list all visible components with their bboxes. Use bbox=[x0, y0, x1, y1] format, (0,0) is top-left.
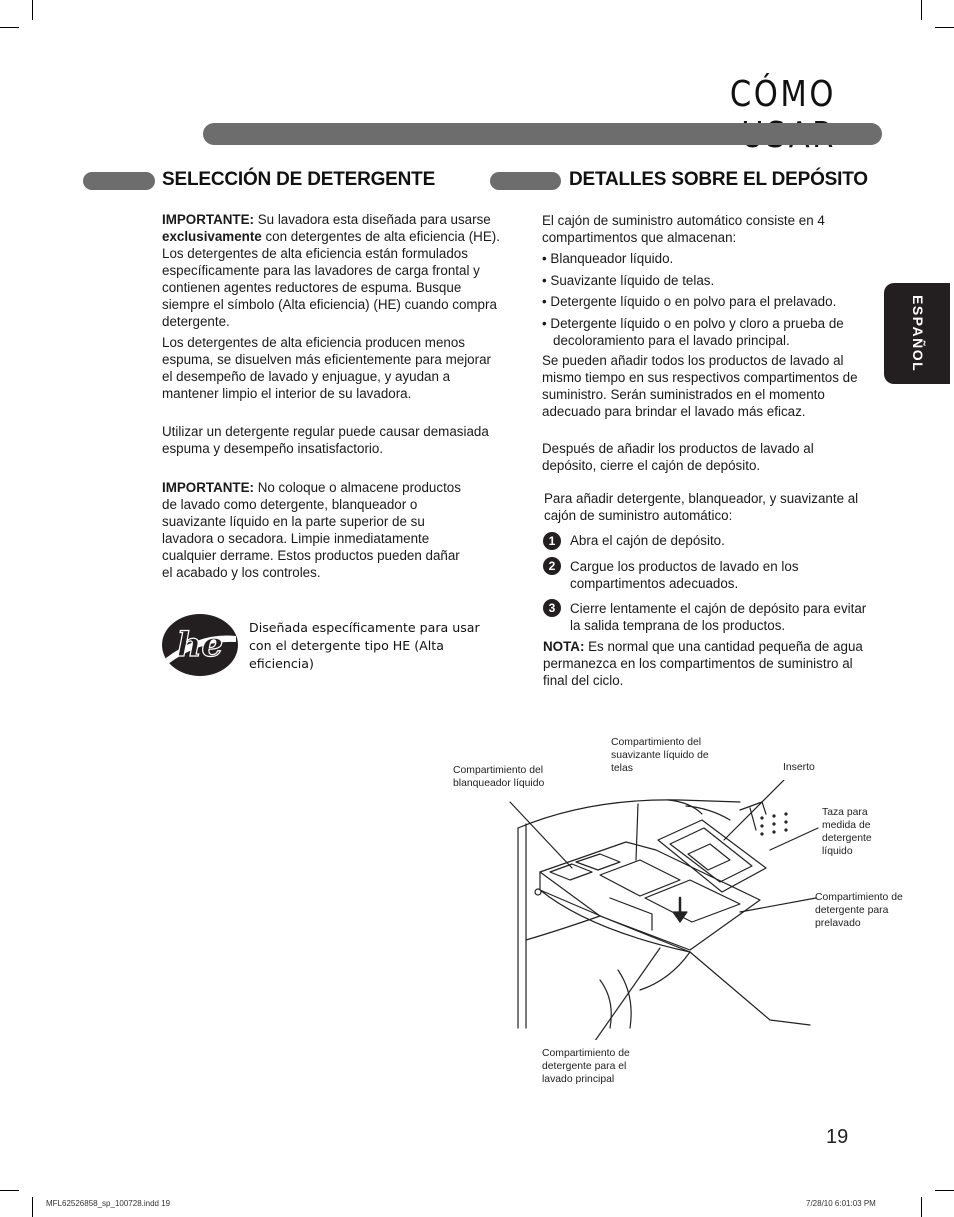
he-caption: Diseñada específicamente para usar con el detergente tipo HE (Alta eficiencia) bbox=[249, 620, 480, 671]
text-run: No coloque o almacene productos de lavado como detergente, blanqueador o suavizante líquido en la parte superior de su lavadora o secadora. Limpie inmediatamente cualquier derrame. Estos productos pueden dañar el acabado y los controles. bbox=[162, 480, 461, 580]
important-paragraph-1 bbox=[162, 211, 502, 330]
paragraph-regular-detergent: Utilizar un detergente regular puede causar demasiada espuma y desempeño insatisfactorio. bbox=[162, 424, 489, 456]
paragraph-he-benefits: Los detergentes de alta eficiencia producen menos espuma, se disuelven más eficientemente para mejorar el desempeño de lavado y enjuague, y ayudan a mantener limpio el interior de su lavadora. bbox=[162, 335, 491, 401]
list-item-text: Detergente líquido o en polvo para el prelavado. bbox=[550, 294, 837, 309]
section-heading-dispenser: DETALLES SOBRE EL DEPÓSITO bbox=[569, 169, 868, 190]
crop-mark bbox=[32, 0, 33, 20]
crop-mark bbox=[0, 27, 19, 28]
crop-mark bbox=[921, 0, 922, 20]
language-tab bbox=[884, 283, 950, 384]
section-pill bbox=[83, 172, 155, 190]
title-bar bbox=[203, 123, 882, 145]
dispenser-drawer-illustration bbox=[440, 780, 830, 1040]
step-text: Abra el cajón de depósito. bbox=[570, 533, 725, 548]
list-item: • Detergente líquido o en polvo para el prelavado. bbox=[542, 294, 837, 309]
footer-date: 7/28/10 6:01:03 PM bbox=[806, 1199, 876, 1208]
section-heading-detergent: SELECCIÓN DE DETERGENTE bbox=[162, 169, 436, 190]
important-label: IMPORTANTE: bbox=[162, 212, 254, 227]
page-title: CÓMO bbox=[729, 74, 836, 115]
paragraph-add-products: Se pueden añadir todos los productos de lavado al mismo tiempo en sus respectivos compartimentos de suministro. Serán suministrados en el momento adecuado para brindar el lavado más eficaz. bbox=[542, 353, 858, 419]
list-item-text: Detergente líquido o en polvo y cloro a prueba de decoloramiento para el lavado principal. bbox=[550, 316, 844, 348]
crop-mark bbox=[921, 1197, 922, 1217]
list-item: • Suavizante líquido de telas. bbox=[542, 273, 715, 288]
crop-mark bbox=[935, 1190, 954, 1191]
crop-mark bbox=[0, 1190, 19, 1191]
section-pill bbox=[490, 172, 561, 190]
footer-file: MFL62526858_sp_100728.indd 19 bbox=[46, 1199, 171, 1208]
list-item: • Blanqueador líquido. bbox=[542, 251, 674, 266]
dispenser-intro: El cajón de suministro automático consiste en 4 compartimentos que almacenan: bbox=[542, 213, 825, 245]
list-item-text: Suavizante líquido de telas. bbox=[550, 273, 715, 288]
callout-softener: Compartimiento del suavizante líquido de telas bbox=[611, 737, 709, 774]
list-item: • Detergente líquido o en polvo y cloro a prueba de decoloramiento para el lavado principal. bbox=[542, 316, 844, 348]
step-number: 2 bbox=[543, 557, 561, 575]
paragraph-close-drawer: Después de añadir los productos de lavado al depósito, cierre el cajón de depósito. bbox=[542, 441, 814, 473]
language-tab-label: ESPAÑOL bbox=[910, 295, 926, 373]
he-logo bbox=[160, 612, 240, 678]
callout-insert: Inserto bbox=[783, 762, 815, 773]
callout-main-wash: Compartimiento de detergente para el lavado principal bbox=[542, 1048, 630, 1085]
step-number: 1 bbox=[543, 532, 561, 550]
bold-text: exclusivamente bbox=[162, 229, 262, 244]
text-run: con detergentes de alta eficiencia (HE). Los detergentes de alta eficiencia están formulados específicamente para las lavadores de carga frontal y contienen agentes reductores de espuma. Busque siempre el símbolo (Alta eficiencia) (HE) cuando compra detergente. bbox=[162, 229, 500, 329]
page-number: 19 bbox=[826, 1126, 849, 1148]
list-item-text: Blanqueador líquido. bbox=[550, 251, 674, 266]
note-paragraph bbox=[543, 638, 873, 689]
text-run: Es normal que una cantidad pequeña de agua permanezca en los compartimentos de suministro al final del ciclo. bbox=[543, 639, 863, 688]
crop-mark bbox=[935, 27, 954, 28]
important-label: IMPORTANTE: bbox=[162, 480, 254, 495]
step-text: Cargue los productos de lavado en los compartimentos adecuados. bbox=[570, 559, 799, 591]
text-run: Su lavadora esta diseñada para usarse bbox=[254, 212, 491, 227]
callout-prewash: Compartimiento de detergente para prelavado bbox=[815, 892, 903, 929]
note-label: NOTA: bbox=[543, 639, 585, 654]
callout-cup: Taza para medida de detergente líquido bbox=[822, 807, 872, 857]
step-number: 3 bbox=[543, 599, 561, 617]
he-logo-text: he bbox=[176, 625, 224, 665]
callout-bleach: Compartimiento del blanqueador líquido bbox=[453, 765, 545, 789]
important-paragraph-2 bbox=[162, 479, 462, 581]
paragraph-steps-intro: Para añadir detergente, blanqueador, y suavizante al cajón de suministro automático: bbox=[544, 491, 859, 523]
step-text: Cierre lentamente el cajón de depósito para evitar la salida temprana de los productos. bbox=[570, 601, 867, 633]
crop-mark bbox=[32, 1197, 33, 1217]
